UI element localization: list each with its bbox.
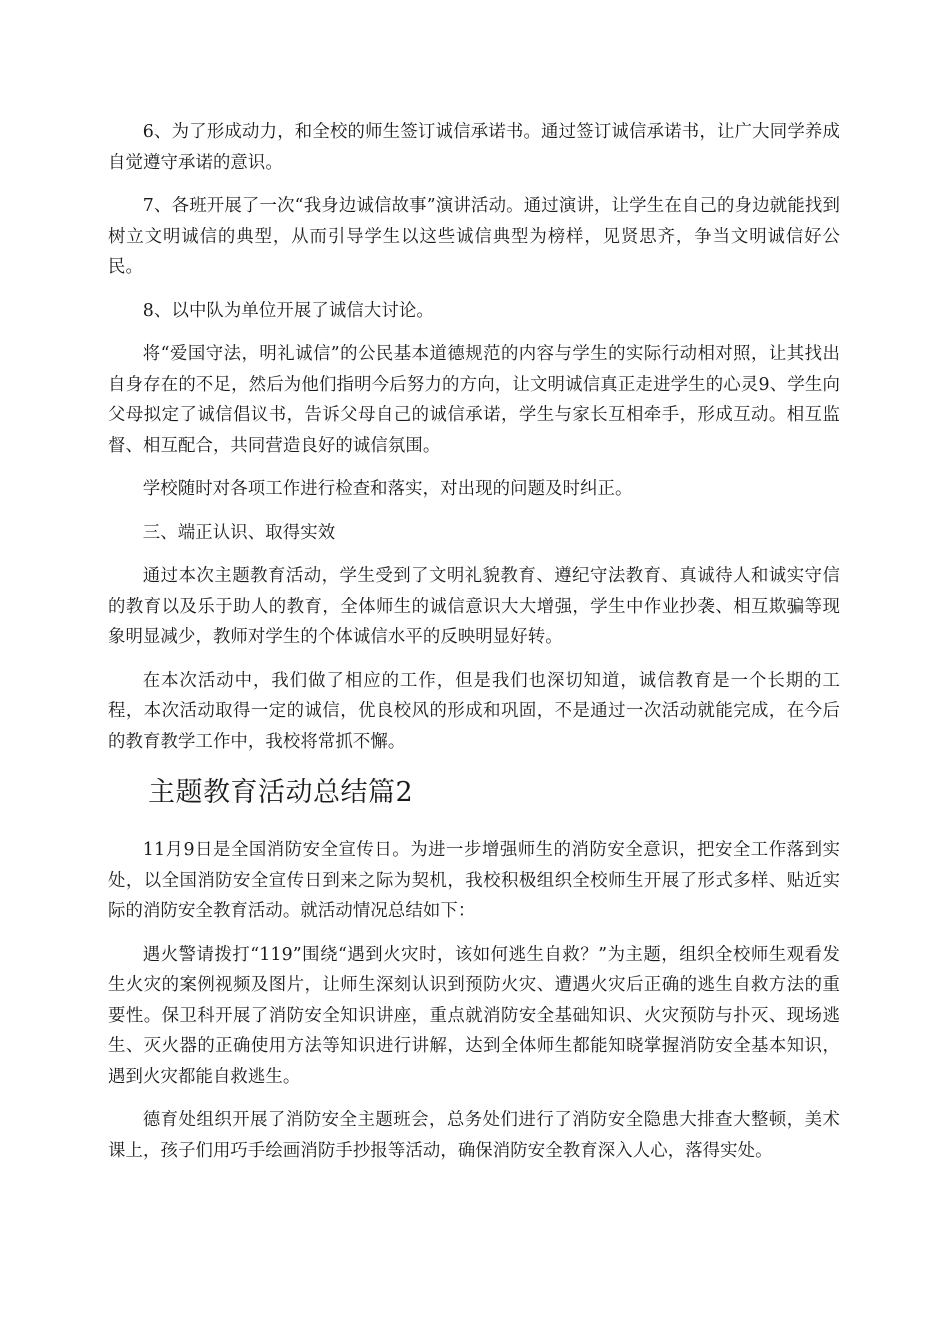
paragraph-fire-escape: 遇火警请拨打“119”围绕“遇到火灾时，该如何逃生自救？”为主题，组织全校师生观看发生火灾的案例视频及图片，让师生深刻认识到预防火灾、遭遇火灾后正确的逃生自救方法的重要性。保卫科开展了消防安全知识讲座，重点就消防安全基础知识、火灾预防与扑灭、现场逃生、灭火器的正确使用方法等知识进行讲解，达到全体师生都能知晓掌握消防安全基本知识，遇到火灾都能自救逃生。 [108,944,840,1087]
document-page [108,117,840,1166]
paragraph-conclusion: 在本次活动中，我们做了相应的工作，但是我们也深切知道，诚信教育是一个长期的工程，本次活动取得一定的诚信，优良校风的形成和巩固，不是通过一次活动就能完成，在今后的教育教学工作中，我校将常抓不懈。 [108,670,840,752]
paragraph-fire-class: 德育处组织开展了消防安全主题班会，总务处们进行了消防安全隐患大排查大整顿，美术课上，孩子们用巧手绘画消防手抄报等活动，确保消防安全教育深入人心，落得实处。 [108,1110,840,1161]
paragraph-fire-day: 11月9日是全国消防安全宣传日。为进一步增强师生的消防安全意识，把安全工作落到实处，以全国消防安全宣传日到来之际为契机，我校积极组织全校师生开展了形式多样、贴近实际的消防安全教育活动。就活动情况总结如下： [108,840,840,921]
paragraph-discussion: 将“爱国守法，明礼诚信”的公民基本道德规范的内容与学生的实际行动相对照，让其找出自身存在的不足，然后为他们指明今后努力的方向，让文明诚信真正走进学生的心灵9、学生向父母拟定了诚信倡议书，告诉父母自己的诚信承诺，学生与家长互相牵手，形成互动。相互监督、相互配合，共同营造良好的诚信氛围。 [108,344,840,456]
paragraph-results: 通过本次主题教育活动，学生受到了文明礼貌教育、遵纪守法教育、真诚待人和诚实守信的教育以及乐于助人的教育，全体师生的诚信意识大大增强，学生中作业抄袭、相互欺骗等现象明显减少，教师对学生的个体诚信水平的反映明显好转。 [108,566,840,647]
paragraph-item-8: 8、以中队为单位开展了诚信大讨论。 [142,300,434,321]
paragraph-item-6: 6、为了形成动力，和全校的师生签订诚信承诺书。通过签订诚信承诺书，让广大同学养成自觉遵守承诺的意识。 [108,122,840,173]
section-subheading: 三、端正认识、取得实效 [142,522,336,543]
paragraph-item-7: 7、各班开展了一次“我身边诚信故事”演讲活动。通过演讲，让学生在自己的身边就能找到树立文明诚信的典型，从而引导学生以这些诚信典型为榜样，见贤思齐，争当文明诚信好公民。 [108,196,840,277]
paragraph-inspection: 学校随时对各项工作进行检查和落实，对出现的问题及时纠正。 [142,479,633,499]
section-heading: 主题教育活动总结篇2 [148,777,414,808]
